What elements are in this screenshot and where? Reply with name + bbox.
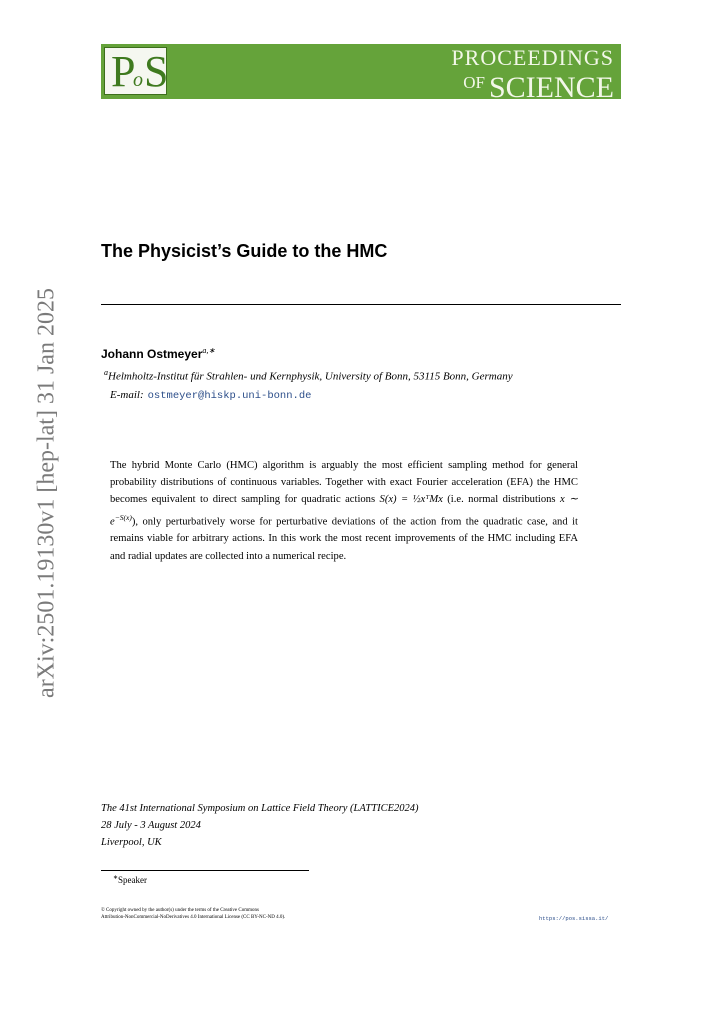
abstract-equation-2: x ∼ e bbox=[110, 494, 578, 528]
pos-logo-o: o bbox=[133, 69, 143, 91]
of-science-wordmark bbox=[463, 67, 614, 104]
footnote-text: Speaker bbox=[118, 875, 148, 885]
copyright-line-2: Attribution-NonCommercial-NoDerivatives 4.0 International License (CC BY-NC-ND 4.0). bbox=[101, 915, 286, 920]
abstract-equation-2-exponent: −S(x) bbox=[114, 512, 132, 522]
footnote-divider bbox=[101, 870, 309, 871]
abstract-part-3: ), only perturbatively worse for perturbative deviations of the action from the quadratic case, and it remains viable for arbitrary actions. In this work the most recent improvements of the HMC including EFA and radial updates are collected into a numerical recipe. bbox=[110, 516, 578, 562]
pos-logo-s: S bbox=[144, 47, 169, 96]
paper-title: The Physicist’s Guide to the HMC bbox=[101, 241, 388, 261]
abstract-equation-1: S(x) = ½xᵀMx bbox=[379, 494, 443, 506]
title-divider bbox=[101, 304, 621, 305]
abstract-part-1: The hybrid Monte Carlo (HMC) algorithm is arguably the most efficient sampling method for general probability distributions of continuous variables. Together with exact Fourier acceleration (EFA) the HMC becomes equivalent to direct sampling for quadratic actions bbox=[110, 460, 578, 506]
copyright-line-1: © Copyright owned by the author(s) under the terms of the Creative Commons bbox=[101, 908, 259, 913]
pos-logo-p: P bbox=[111, 47, 136, 96]
email-label: E-mail: bbox=[110, 389, 144, 401]
abstract-part-2: (i.e. normal distributions bbox=[442, 494, 560, 506]
conference-dates: 28 July - 3 August 2024 bbox=[101, 820, 201, 831]
pos-url-link[interactable]: https://pos.sissa.it/ bbox=[539, 915, 609, 922]
footnote bbox=[113, 874, 147, 885]
footnote-mark: ∗ bbox=[113, 875, 119, 881]
conference-location: Liverpool, UK bbox=[101, 837, 162, 848]
conference-name: The 41st International Symposium on Lattice Field Theory (LATTICE2024) bbox=[101, 803, 419, 814]
email-link[interactable]: ostmeyer@hiskp.uni-bonn.de bbox=[147, 390, 312, 402]
science-wordmark: SCIENCE bbox=[488, 71, 614, 104]
author-marks: a,∗ bbox=[202, 346, 216, 355]
arxiv-stamp: arXiv:2501.19130v1 [hep-lat] 31 Jan 2025 bbox=[33, 288, 60, 698]
pos-header-banner bbox=[101, 44, 621, 104]
of-wordmark: OF bbox=[463, 73, 485, 92]
author-line bbox=[101, 346, 215, 361]
email-row bbox=[110, 389, 311, 402]
pos-logo bbox=[104, 47, 167, 95]
copyright-notice bbox=[101, 907, 285, 921]
conference-info bbox=[101, 800, 419, 851]
proceedings-wordmark: PROCEEDINGS bbox=[451, 45, 614, 70]
abstract bbox=[110, 457, 578, 565]
affiliation bbox=[104, 368, 513, 383]
affiliation-mark: a bbox=[104, 368, 108, 377]
author-name: Johann Ostmeyer bbox=[101, 347, 203, 361]
affiliation-text: Helmholtz-Institut für Strahlen- und Kernphysik, University of Bonn, 53115 Bonn, Germany bbox=[108, 370, 513, 383]
